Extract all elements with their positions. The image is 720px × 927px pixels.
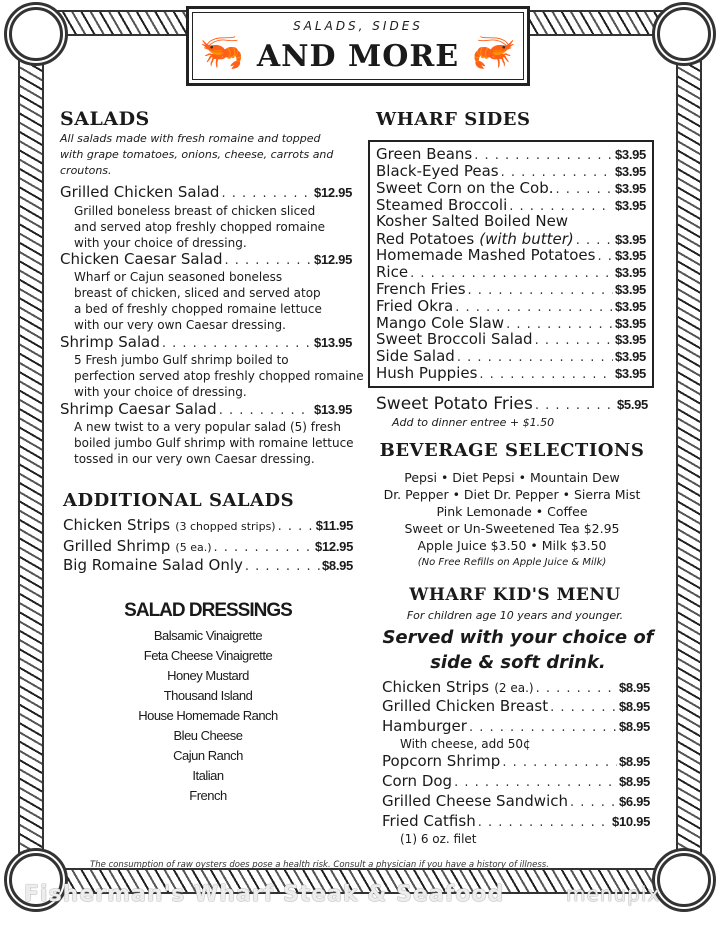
dressing-item: Bleu Cheese <box>173 728 243 743</box>
dressing-item: Honey Mustard <box>167 668 249 683</box>
dressing-item: Thousand Island <box>163 688 253 703</box>
menu-item: Sweet Corn on the Cob. . . . $3.95 <box>376 179 646 197</box>
dressing-item: Balsamic Vinaigrette <box>153 628 263 643</box>
menu-item: Grilled Cheese Sandwich . . . $6.95 <box>382 792 650 810</box>
menu-item: Grilled Shrimp (5 ea.) . . . $12.95 <box>63 536 353 555</box>
page-title: AND MORE <box>256 39 460 74</box>
rope-knot-icon <box>652 2 716 66</box>
menu-item: Mango Cole Slaw . . . $3.95 <box>376 314 646 332</box>
dressing-item: Feta Cheese Vinaigrette <box>143 648 273 663</box>
watermark-menupix: menupix <box>566 882 661 906</box>
menu-header <box>186 6 530 86</box>
menu-item: Fried Okra . . . $3.95 <box>376 297 646 315</box>
dressing-item: French <box>189 788 227 803</box>
menu-item: Grilled Chicken Salad . . . $12.95 <box>60 183 352 201</box>
raw-oyster-warning: The consumption of raw oysters does pose a health risk. Consult a physician if you have a history of illness. <box>90 860 549 870</box>
wharf-sides-title: WHARF SIDES <box>376 109 531 130</box>
dressings-title: SALAD DRESSINGS <box>124 600 292 621</box>
menu-item: Hamburger . . . $8.95 <box>382 717 650 735</box>
kids-served-line: Served with your choice of <box>382 627 654 648</box>
dressing-item: House Homemade Ranch <box>138 708 278 723</box>
item-description: A new twist to a very popular salad (5) fresh boiled jumbo Gulf shrimp with romaine lettuce tossed in our very own Caesar dressing. <box>74 420 354 466</box>
additional-salads-title: ADDITIONAL SALADS <box>63 490 295 511</box>
menu-item: Chicken Strips (3 chopped strips) . . . $11.95 <box>63 515 353 534</box>
dressing-item: Cajun Ranch <box>173 748 243 763</box>
menu-item: Red Potatoes (with butter) . . . $3.95 <box>376 229 646 248</box>
item-description: Wharf or Cajun seasoned boneless breast of chicken, sliced and served atop a bed of freshly chopped romaine lettuce with our very own Caesar dressing. <box>74 270 322 332</box>
rope-border-left <box>18 40 44 870</box>
menu-item: Black-Eyed Peas . . . $3.95 <box>376 162 646 180</box>
menu-item: Corn Dog . . . $8.95 <box>382 772 650 790</box>
menu-item: Side Salad . . . $3.95 <box>376 347 646 365</box>
menu-item: Chicken Caesar Salad . . . $12.95 <box>60 250 352 268</box>
shrimp-icon: 🦐 <box>199 32 244 73</box>
salads-title: SALADS <box>60 108 150 130</box>
item-description: Grilled boneless breast of chicken sliced and served atop freshly chopped romaine with your choice of dressing. <box>74 204 326 250</box>
kids-note: For children age 10 years and younger. <box>406 609 624 622</box>
menu-item: Sweet Potato Fries . . . $5.95 <box>376 394 648 414</box>
menu-item: Hush Puppies . . . $3.95 <box>376 364 646 382</box>
menu-item: Shrimp Salad . . . $13.95 <box>60 333 352 351</box>
beverage-title: BEVERAGE SELECTIONS <box>379 440 645 461</box>
menu-item: Chicken Strips (2 ea.) . . . $8.95 <box>382 677 650 696</box>
dressing-item: Italian <box>192 768 224 783</box>
menu-item: Fried Catfish . . . $10.95 <box>382 812 650 830</box>
kids-served-line: side & soft drink. <box>430 652 606 673</box>
rope-border-right <box>676 40 702 870</box>
kids-menu-title: WHARF KID'S MENU <box>409 585 621 605</box>
item-description: With cheese, add 50¢ <box>400 737 531 751</box>
menu-item: French Fries . . . $3.95 <box>376 280 646 298</box>
menu-item: Grilled Chicken Breast . . . $8.95 <box>382 697 650 715</box>
rope-knot-icon <box>4 2 68 66</box>
watermark-restaurant: Fisherman's Wharf Steak & Seafood <box>24 882 505 907</box>
item-description: (1) 6 oz. filet <box>400 832 477 846</box>
menu-item: Kosher Salted Boiled New <box>376 212 569 230</box>
header-kicker: SALADS, SIDES <box>293 19 423 33</box>
menu-item: Big Romaine Salad Only . . . $8.95 <box>63 556 353 574</box>
item-description: 5 Fresh jumbo Gulf shrimp boiled to perfection served atop freshly chopped romaine with your choice of dressing. <box>74 353 364 399</box>
menu-item: Shrimp Caesar Salad . . . $13.95 <box>60 400 352 418</box>
rope-knot-icon <box>652 848 716 912</box>
menu-item: Homemade Mashed Potatoes . . . $3.95 <box>376 246 646 264</box>
menu-item: Sweet Broccoli Salad . . . $3.95 <box>376 330 646 348</box>
beverage-list: Pepsi • Diet Pepsi • Mountain Dew Dr. Pepper • Diet Dr. Pepper • Sierra Mist Pink Lemonade • Coffee Sweet or Un-Sweetened Tea $2.95 Apple Juice $3.50 • Milk $3.50 (No Free Refills on Apple Juice & Milk) <box>383 470 641 568</box>
salads-note: All salads made with fresh romaine and topped with grape tomatoes, onions, cheese, carrots and croutons. <box>60 132 334 177</box>
item-note: Add to dinner entree + $1.50 <box>392 416 555 429</box>
menu-item: Rice . . . $3.95 <box>376 263 646 281</box>
menu-item: Green Beans . . . $3.95 <box>376 145 646 163</box>
shrimp-icon: 🦐 <box>472 32 517 73</box>
menu-item: Steamed Broccoli . . . $3.95 <box>376 196 646 214</box>
menu-item: Popcorn Shrimp . . . $8.95 <box>382 752 650 770</box>
